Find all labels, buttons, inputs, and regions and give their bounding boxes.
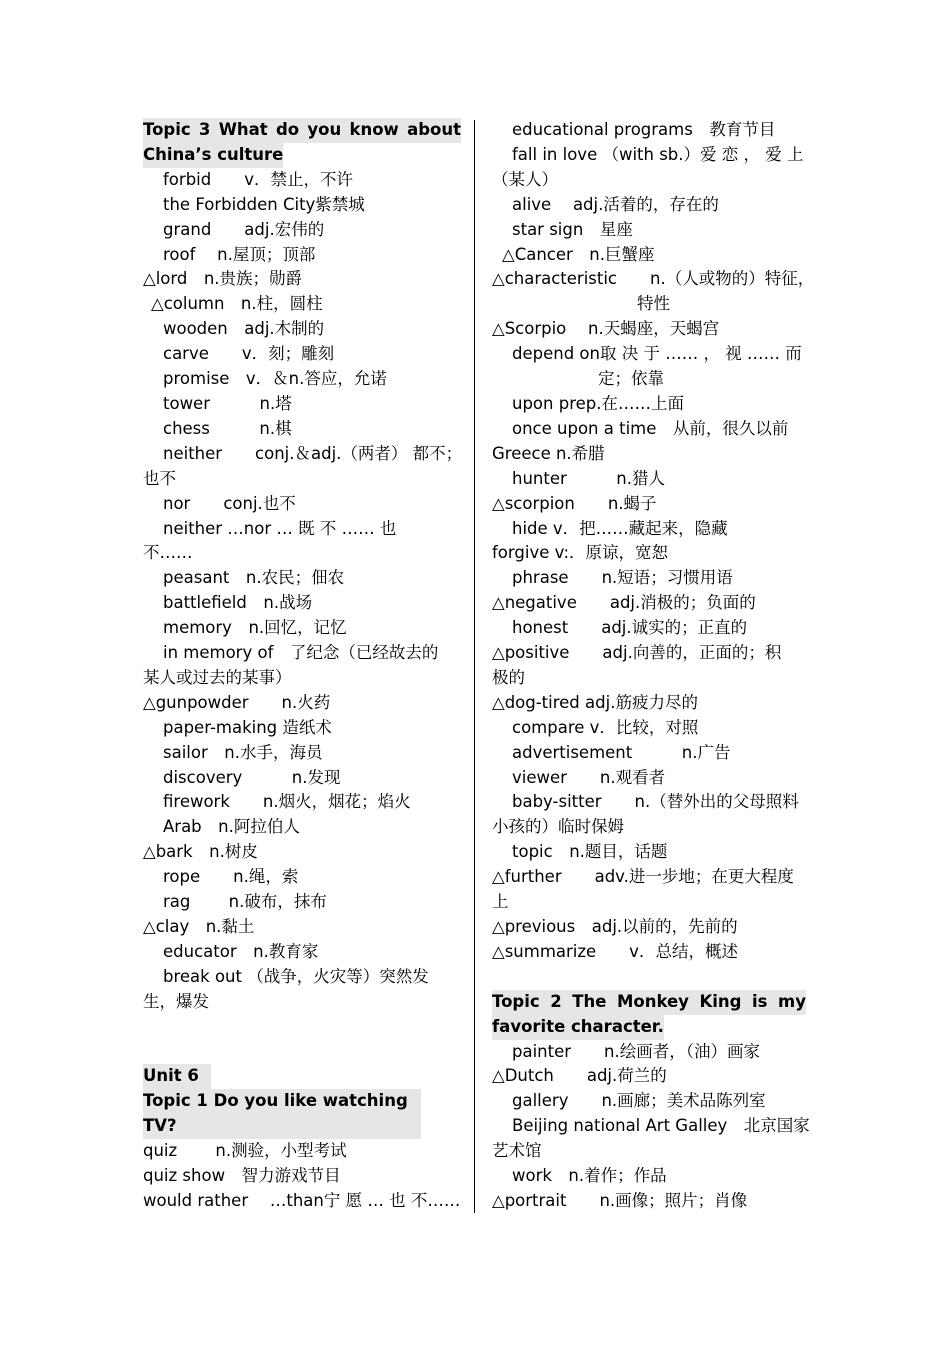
topic2-heading: Topic 2 The Monkey King is my (492, 990, 806, 1015)
right-column (492, 118, 815, 1214)
vocab-entry: firework n.烟火，烟花；焰火 (163, 792, 411, 812)
topic3-heading: Topic 3 What do you know about (143, 118, 461, 143)
vocab-entry: quiz show 智力游戏节目 (143, 1166, 341, 1186)
vocab-entry: △characteristic n.（人或物的）特征， (492, 269, 815, 289)
vocab-entry: forbid v．禁止，不许 (163, 169, 353, 189)
vocab-entry: alive adj.活着的，存在的 (512, 194, 719, 214)
vocab-entry: △clay n.黏土 (143, 917, 255, 936)
vocab-entry: compare v．比较，对照 (512, 717, 699, 737)
vocab-entry: carve v．刻；雕刻 (163, 344, 335, 364)
vocab-entry: △dog-tired adj.筋疲力尽的 (492, 692, 698, 712)
vocab-entry: memory n.回忆，记忆 (163, 618, 347, 638)
vocab-entry: topic n.题目，话题 (512, 842, 668, 862)
vocab-entry: △portrait n.画像；照片；肖像 (492, 1190, 748, 1210)
vocab-entry-cont: 某人或过去的某事） (143, 667, 292, 687)
vocab-entry: chess n.棋 (163, 418, 292, 438)
vocab-entry: Beijing national Art Galley 北京国家 (512, 1116, 810, 1136)
vocab-entry: △column n.柱，圆柱 (151, 294, 323, 314)
vocab-entry: promise v．＆n.答应，允诺 (163, 369, 387, 389)
vocab-entry: viewer n.观看者 (512, 767, 666, 787)
vocab-entry: gallery n.画廊；美术品陈列室 (512, 1091, 766, 1111)
vocab-entry-cont: 不…… (143, 543, 193, 563)
vocab-entry: △bark n.树皮 (143, 842, 258, 862)
vocab-entry: tower n.塔 (163, 393, 292, 413)
vocab-entry: painter n.绘画者，（油）画家 (512, 1041, 760, 1061)
vocab-entry: star sign 星座 (512, 219, 633, 239)
vocab-entry-cont: 小孩的）临时保姆 (492, 817, 624, 837)
vocab-entry-cont: 生，爆发 (143, 991, 209, 1011)
vocab-entry: △summarize v．总结，概述 (492, 941, 738, 961)
vocab-entry: rope n.绳，索 (163, 867, 299, 887)
vocab-entry-cont: 上 (492, 892, 509, 912)
left-column (143, 118, 461, 1214)
vocab-entry: neither conj.＆adj.（两者） 都不； (163, 443, 463, 463)
vocab-entry: would rather …than宁 愿 … 也 不…… (143, 1190, 461, 1210)
vocab-entry: hide v．把……藏起来，隐藏 (512, 518, 728, 538)
vocab-entry-cont: 也不 (143, 468, 176, 488)
vocab-entry: break out （战争，火灾等）突然发 (163, 966, 429, 986)
vocab-entry: in memory of 了纪念（已经故去的 (163, 643, 439, 663)
vocab-entry: honest adj.诚实的；正直的 (512, 618, 748, 638)
vocab-entry-cont: 特性 (637, 294, 670, 314)
vocab-entry: △Dutch adj.荷兰的 (492, 1066, 667, 1086)
vocab-entry: wooden adj.木制的 (163, 319, 325, 339)
vocab-entry-cont: 定；依靠 (598, 369, 664, 389)
vocab-entry: nor conj.也不 (163, 493, 296, 513)
vocab-entry: △scorpion n.蝎子 (492, 493, 657, 513)
vocab-entry: depend on取 决 于 …… ， 视 …… 而 (512, 344, 802, 364)
vocab-entry: △previous adj.以前的，先前的 (492, 917, 738, 936)
vocab-entry: grand adj.宏伟的 (163, 219, 325, 239)
vocab-entry: advertisement n.广告 (512, 742, 731, 762)
vocab-entry: △gunpowder n.火药 (143, 692, 331, 712)
vocab-entry: △Cancer n.巨蟹座 (502, 244, 655, 264)
vocab-entry: △Scorpio n.天蝎座，天蝎宫 (492, 319, 720, 339)
vocab-entry: quiz n.测验，小型考试 (143, 1141, 347, 1161)
vocab-entry: educator n.教育家 (163, 941, 319, 961)
vocab-entry: forgive v:．原谅，宽恕 (492, 543, 669, 563)
vocab-entry: peasant n.农民；佃农 (163, 568, 345, 588)
vocab-entry: hunter n.猎人 (512, 468, 665, 488)
vocab-entry-cont: （某人） (492, 169, 558, 189)
vocab-entry: sailor n.水手，海员 (163, 742, 323, 762)
vocab-entry: paper-making 造纸术 (163, 717, 332, 737)
vocab-entry: baby-sitter n.（替外出的父母照料 (512, 792, 799, 812)
vocab-entry: neither …nor … 既 不 …… 也 (163, 518, 397, 538)
vocab-entry: Arab n.阿拉伯人 (163, 817, 300, 837)
vocab-entry: upon prep.在……上面 (512, 393, 684, 413)
vocab-entry: △lord n.贵族；勋爵 (143, 269, 303, 289)
vocab-entry: rag n.破布，抹布 (163, 892, 327, 912)
vocab-entry: △positive adj.向善的，正面的；积 (492, 643, 782, 663)
vocab-entry-cont: 艺术馆 (492, 1141, 542, 1161)
topic2-heading-cont: favorite character. (492, 1015, 664, 1040)
vocab-entry: roof n.屋顶；顶部 (163, 244, 316, 264)
vocab-entry: △further adv.进一步地；在更大程度 (492, 867, 794, 887)
vocab-entry: fall in love （with sb.）爱 恋 ， 爱 上 (512, 144, 804, 164)
vocab-entry: educational programs 教育节目 (512, 120, 776, 139)
topic1-heading: Topic 1 Do you like watching TV? (143, 1089, 421, 1139)
vocab-entry: the Forbidden City紫禁城 (163, 194, 365, 214)
vocab-entry: Greece n.希腊 (492, 443, 605, 463)
unit-heading: Unit 6 (143, 1064, 211, 1089)
vocab-entry: phrase n.短语；习惯用语 (512, 568, 733, 588)
column-divider (474, 120, 475, 1213)
vocab-entry: △negative adj.消极的；负面的 (492, 593, 756, 613)
topic3-heading-cont: China’s culture (143, 143, 283, 168)
vocab-entry: once upon a time 从前，很久以前 (512, 418, 789, 438)
vocab-entry-cont: 极的 (492, 667, 525, 687)
vocab-entry: work n.着作；作品 (512, 1166, 667, 1186)
vocab-entry: discovery n.发现 (163, 767, 341, 787)
vocab-entry: battlefield n.战场 (163, 593, 313, 613)
